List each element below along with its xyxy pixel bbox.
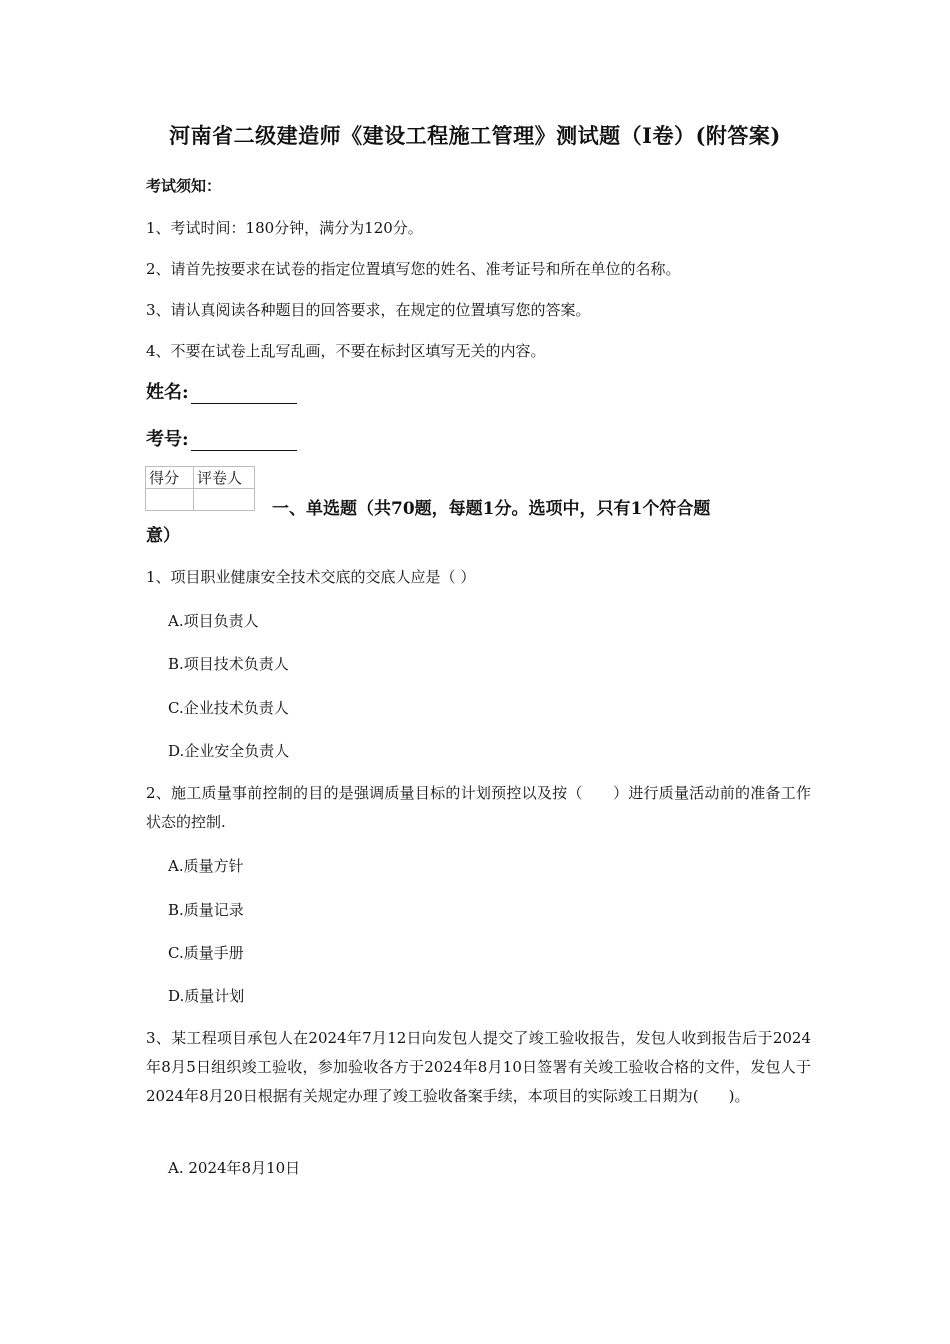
name-blank[interactable] [191,383,297,404]
option: D.企业安全负责人 [168,742,290,760]
section-heading: 一、单选题（共70题，每题1分。选项中，只有1个符合题 [272,499,711,519]
id-field [146,425,297,451]
score-table [145,466,255,511]
id-blank[interactable] [191,430,297,451]
option: B.项目技术负责人 [168,655,289,673]
grader-header: 评卷人 [194,467,255,489]
section-heading-cont: 意） [146,526,180,546]
notice-item: 3、请认真阅读各种题目的回答要求，在规定的位置填写您的答案。 [146,301,591,319]
option: A.质量方针 [168,857,244,875]
notice-item: 1、考试时间：180分钟，满分为120分。 [146,219,423,237]
question-3: 3、某工程项目承包人在2024年7月12日向发包人提交了竣工验收报告，发包人收到报告后于2024年8月5日组织竣工验收，参加验收各方于2024年8月10日签署有关竣工验收合格的文件，发包人于2024年8月20日根据有关规定办理了竣工验收备案手续，本项目的实际竣工日期为( )。 [146,1029,811,1105]
question-1: 1、项目职业健康安全技术交底的交底人应是（ ） [146,568,476,586]
option: C.质量手册 [168,944,244,962]
notice-item: 2、请首先按要求在试卷的指定位置填写您的姓名、准考证号和所在单位的名称。 [146,260,681,278]
option: C.企业技术负责人 [168,699,289,717]
grader-cell[interactable] [194,489,255,511]
notice-item: 4、不要在试卷上乱写乱画，不要在标封区填写无关的内容。 [146,342,546,360]
id-label: 考号: [146,429,189,450]
option: D.质量计划 [168,987,245,1005]
page-title: 河南省二级建造师《建设工程施工管理》测试题（I卷）(附答案) [169,123,781,148]
score-cell[interactable] [146,489,194,511]
option: A.项目负责人 [168,612,259,630]
name-label: 姓名: [146,382,189,403]
score-header: 得分 [146,467,194,489]
option: B.质量记录 [168,901,244,919]
notice-heading: 考试须知： [146,177,222,195]
name-field [146,378,297,404]
question-2: 2、施工质量事前控制的目的是强调质量目标的计划预控以及按（ ）进行质量活动前的准备工作状态的控制. [146,784,811,831]
option: A. 2024年8月10日 [168,1159,301,1177]
